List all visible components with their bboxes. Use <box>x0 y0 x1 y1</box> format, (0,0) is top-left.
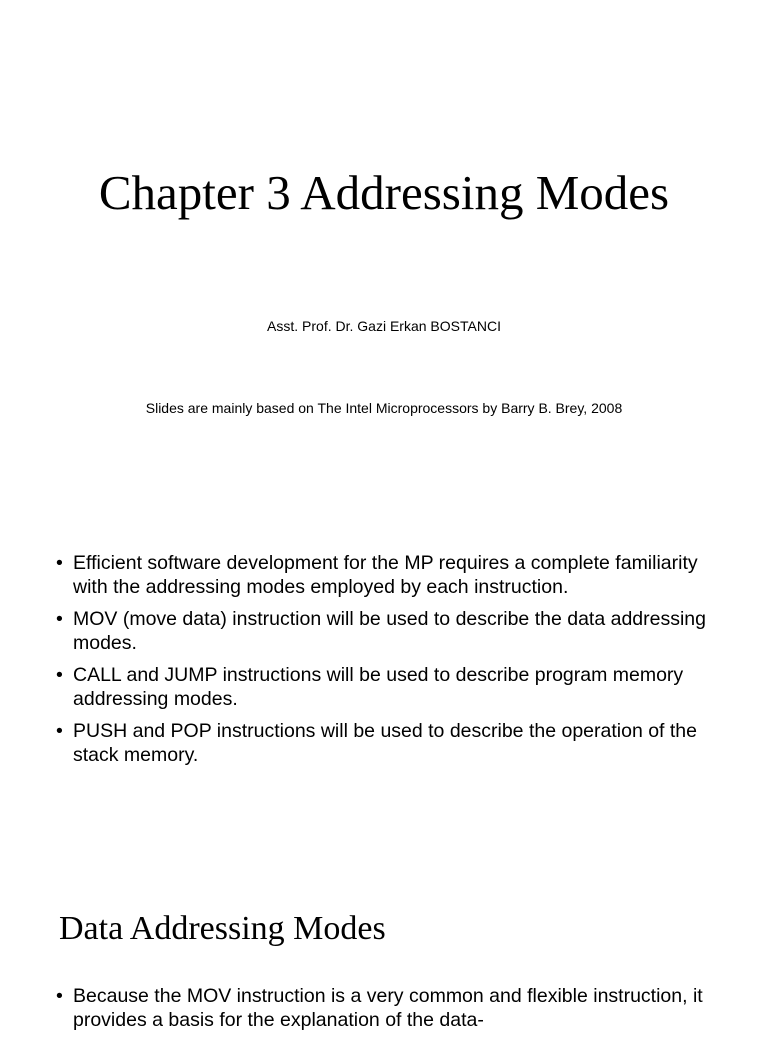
bullet-icon: • <box>56 985 63 1007</box>
bullet-text: Efficient software development for the MP requires a complete familiarity with the addressing modes employed by each instruction. <box>73 552 698 598</box>
source-line: Slides are mainly based on The Intel Microprocessors by Barry B. Brey, 2008 <box>145 400 623 416</box>
list-item <box>56 607 728 655</box>
list-item <box>56 719 728 767</box>
bullet-text: MOV (move data) instruction will be used to describe the data addressing modes. <box>73 608 706 654</box>
bullet-icon: • <box>56 552 63 574</box>
author-line: Asst. Prof. Dr. Gazi Erkan BOSTANCI <box>267 318 501 334</box>
bullet-icon: • <box>56 720 63 742</box>
bullet-icon: • <box>56 608 63 630</box>
list-item <box>56 984 728 1032</box>
bullet-icon: • <box>56 664 63 686</box>
bullet-text: Because the MOV instruction is a very common and flexible instruction, it provides a basis for the explanation of the data- <box>73 985 703 1031</box>
intro-bullet-list <box>56 551 728 775</box>
bullet-text: PUSH and POP instructions will be used to describe the operation of the stack memory. <box>73 720 697 766</box>
section-bullet-list <box>56 984 728 1040</box>
slide-title: Chapter 3 Addressing Modes <box>98 165 670 220</box>
list-item <box>56 551 728 599</box>
list-item <box>56 663 728 711</box>
bullet-text: CALL and JUMP instructions will be used to describe program memory addressing modes. <box>73 664 684 710</box>
section-heading: Data Addressing Modes <box>59 910 386 947</box>
